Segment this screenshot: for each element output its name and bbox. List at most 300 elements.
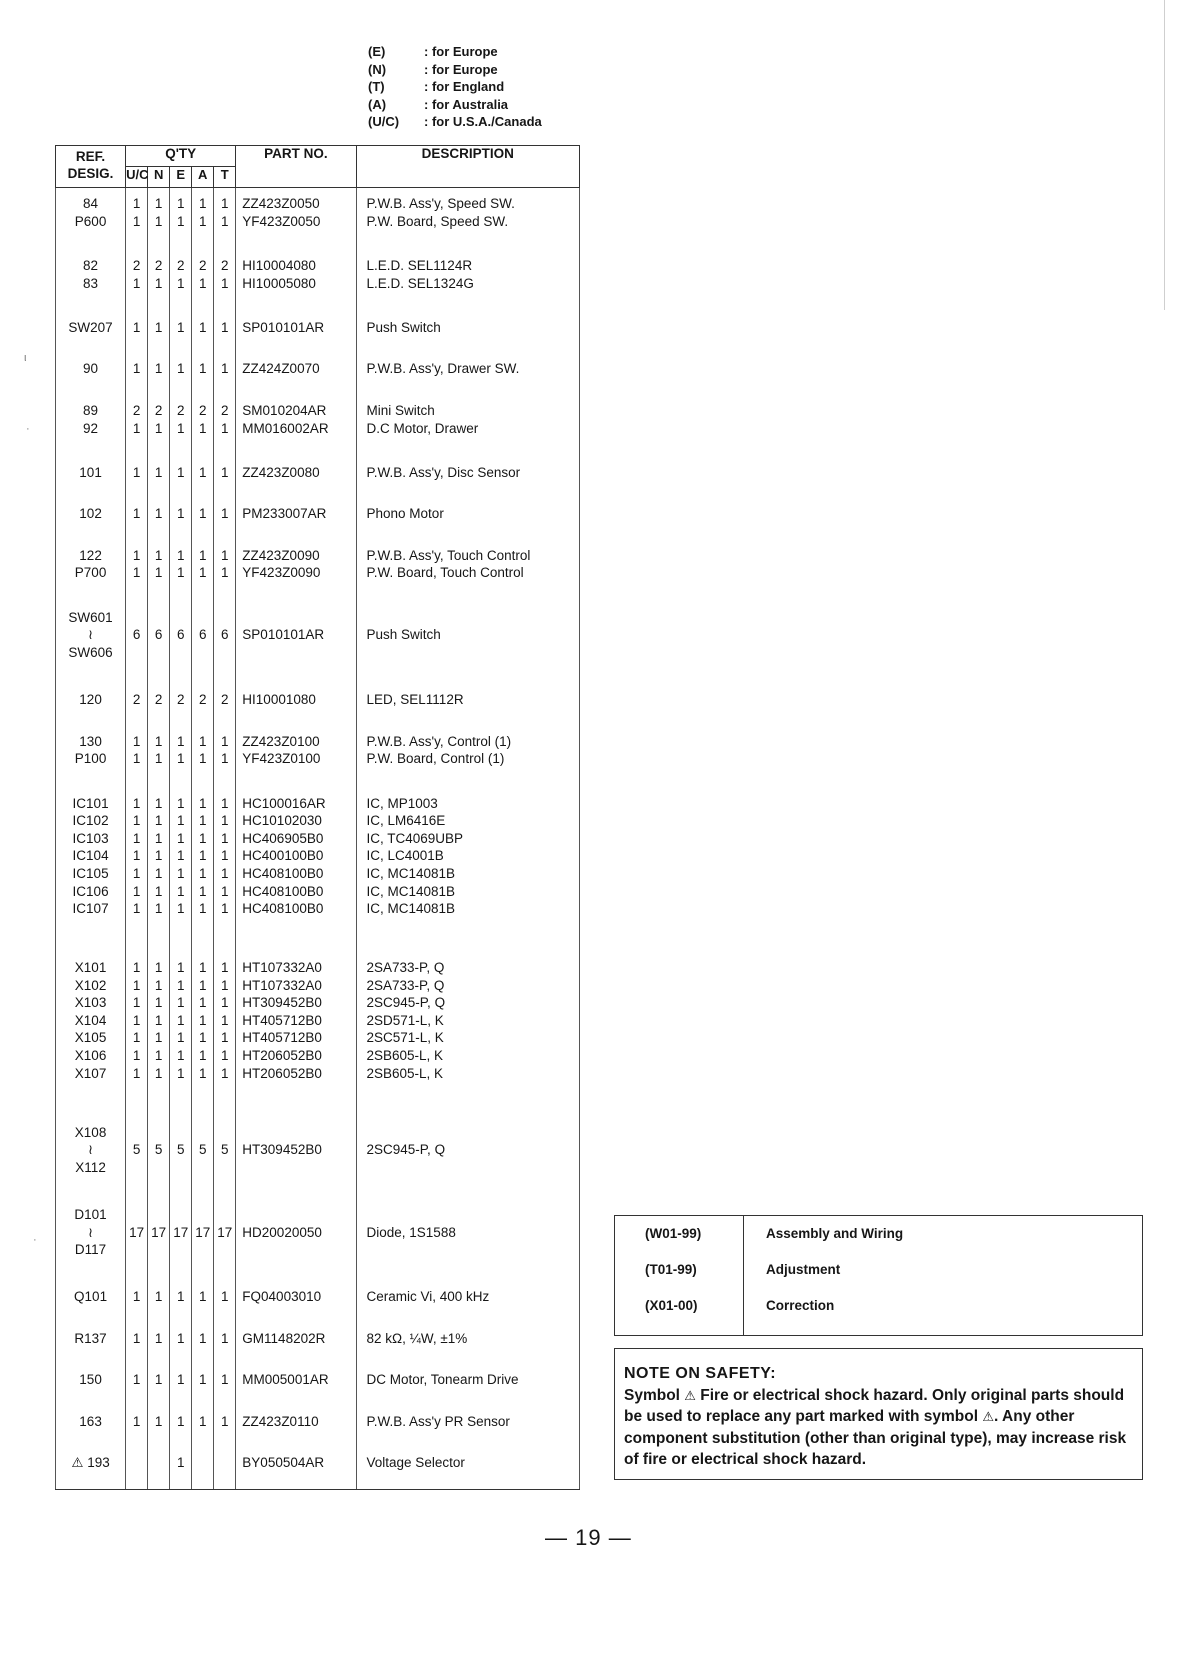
qty-value: 1 — [132, 1330, 141, 1346]
part-number: HC406905B0 — [242, 830, 324, 846]
qty-value: 1 — [221, 361, 229, 377]
part-number: BY050504AR — [242, 1455, 325, 1471]
qty-value: 1 — [132, 464, 141, 480]
qty-cell — [148, 726, 170, 788]
ref-desig: IC107 — [72, 901, 109, 917]
part-description: IC, TC4069UBP — [366, 830, 464, 846]
part-no-cell — [236, 1117, 356, 1199]
qty-cell — [170, 540, 192, 602]
part-description: L.E.D. SEL1124R — [366, 258, 473, 274]
legend-text: : for Europe — [424, 44, 498, 59]
qty-value: 1 — [154, 1030, 163, 1046]
part-description: L.E.D. SEL1324G — [366, 275, 474, 291]
qty-value: 1 — [221, 420, 229, 436]
qty-value — [214, 1159, 235, 1177]
qty-value: 1 — [198, 1030, 207, 1046]
qty-cell — [170, 1281, 192, 1322]
part-number: HD20020050 — [242, 1224, 322, 1240]
qty-value: 1 — [154, 1413, 163, 1429]
qty-value: 1 — [221, 1289, 229, 1305]
qty-value: 2 — [198, 402, 207, 418]
ref-desig-cell — [56, 395, 126, 457]
qty-value: 1 — [176, 196, 185, 211]
qty-cell — [148, 1117, 170, 1199]
qty-value: 1 — [176, 901, 185, 917]
qty-value: 2 — [132, 402, 141, 418]
ref-desig: 120 — [79, 692, 102, 708]
qty-value — [148, 1454, 169, 1472]
qty-cell — [192, 684, 214, 725]
qty-cell — [192, 188, 214, 251]
qty-value: 1 — [198, 565, 207, 581]
qty-cell — [126, 726, 148, 788]
ref-desig: Q101 — [74, 1289, 108, 1305]
qty-value: 1 — [176, 1330, 185, 1346]
ref-desig-cell — [56, 1364, 126, 1405]
qty-value — [214, 1124, 235, 1142]
qty-value — [192, 1159, 213, 1177]
margin-mark: · — [33, 1234, 37, 1246]
part-number: SM010204AR — [242, 402, 327, 418]
ref-desig: ⚠ 193 — [71, 1455, 110, 1471]
safety-title: NOTE ON SAFETY: — [624, 1365, 777, 1382]
qty-value: 1 — [132, 547, 141, 563]
ref-desig-header — [56, 146, 126, 188]
qty-value: 1 — [154, 320, 163, 335]
qty-cell — [192, 1281, 214, 1322]
parts-group-row — [56, 1323, 580, 1364]
ref-desig: 89 — [83, 402, 99, 418]
qty-value: 1 — [132, 196, 141, 211]
qty-value: 1 — [198, 275, 207, 291]
qty-cell — [126, 395, 148, 457]
qty-cell — [148, 788, 170, 952]
qty-cell — [126, 250, 148, 312]
qty-cell — [214, 1406, 236, 1447]
qty-value: 1 — [132, 1413, 141, 1429]
qty-value: 2 — [132, 692, 141, 708]
qty-cell — [126, 540, 148, 602]
part-number: MM005001AR — [242, 1372, 329, 1388]
qty-value: 1 — [154, 795, 163, 811]
qty-cell — [192, 602, 214, 684]
qty-value: 2 — [198, 692, 207, 708]
ref-desig: SW601 — [68, 609, 113, 625]
part-description: P.W.B. Ass'y, Disc Sensor — [366, 464, 521, 480]
meaning-column — [744, 1216, 1142, 1335]
qty-value: 1 — [132, 883, 141, 899]
qty-value: 1 — [132, 1065, 141, 1081]
qty-value: 1 — [154, 866, 163, 882]
ref-desig: ≀ — [88, 1142, 94, 1158]
description-cell — [356, 353, 579, 394]
revision-code: (X01-00) — [645, 1298, 698, 1313]
warning-triangle-icon: ⚠ — [684, 1387, 696, 1403]
qty-value: 1 — [132, 420, 141, 436]
qty-value: 1 — [221, 866, 229, 882]
qty-value: 1 — [176, 275, 185, 291]
qty-value: 1 — [154, 883, 163, 899]
qty-value: 1 — [176, 547, 185, 563]
parts-group-row — [56, 457, 580, 498]
qty-cell — [192, 395, 214, 457]
ref-desig: 101 — [79, 464, 102, 480]
qty-value: 1 — [176, 506, 185, 522]
qty-value: 1 — [154, 960, 163, 976]
ref-desig: X105 — [74, 1030, 107, 1046]
ref-desig-cell — [56, 1323, 126, 1364]
part-description: Diode, 1S1588 — [366, 1224, 456, 1240]
qty-value: 1 — [132, 901, 141, 917]
part-number: PM233007AR — [242, 506, 327, 522]
qty-value — [192, 1241, 213, 1259]
qty-value: 1 — [154, 830, 163, 846]
qty-value: 1 — [198, 848, 207, 864]
qty-value: 2 — [221, 258, 229, 274]
part-description: 2SC945-P, Q — [366, 1142, 446, 1158]
qty-cell — [170, 188, 192, 251]
ref-desig-cell — [56, 684, 126, 725]
legend-code: (U/C) — [368, 114, 400, 129]
part-number — [242, 644, 355, 662]
qty-value — [192, 1206, 213, 1224]
ref-desig: X104 — [74, 1012, 107, 1028]
part-description: 2SB605-L, K — [366, 1048, 444, 1064]
qty-value: 1 — [176, 830, 185, 846]
part-number: HT107332A0 — [242, 960, 322, 976]
part-description: 2SA733-P, Q — [366, 960, 445, 976]
qty-value: 1 — [176, 813, 185, 829]
qty-value: 1 — [176, 751, 185, 767]
qty-value: 1 — [154, 813, 163, 829]
qty-cell — [192, 1406, 214, 1447]
ref-desig: 163 — [79, 1413, 102, 1429]
safety-text — [624, 1385, 1132, 1471]
part-number: HT405712B0 — [242, 1012, 322, 1028]
qty-value: 1 — [221, 1372, 229, 1388]
qty-value: 2 — [176, 692, 185, 708]
qty-value: 1 — [154, 733, 163, 749]
qty-cell — [192, 457, 214, 498]
part-description: IC, MC14081B — [366, 901, 456, 917]
parts-group-row — [56, 540, 580, 602]
qty-cell — [192, 312, 214, 353]
ref-desig: 92 — [83, 420, 99, 436]
ref-desig: X107 — [74, 1065, 107, 1081]
qty-value: 2 — [154, 402, 163, 418]
part-no-cell — [236, 498, 356, 539]
parts-group-row — [56, 188, 580, 251]
qty-value: 1 — [176, 565, 185, 581]
qty-cell — [170, 1364, 192, 1405]
qty-value: 17 — [129, 1224, 145, 1240]
qty-value: 1 — [154, 1048, 163, 1064]
qty-cell — [170, 395, 192, 457]
qty-cell — [148, 457, 170, 498]
qty-value: 6 — [221, 627, 229, 643]
ref-desig: ≀ — [88, 627, 94, 643]
qty-value: 1 — [221, 464, 229, 480]
qty-value: 1 — [176, 213, 185, 229]
qty-value — [214, 1206, 235, 1224]
part-number: HT206052B0 — [242, 1048, 322, 1064]
qty-value: 1 — [198, 464, 207, 480]
qty-value: 1 — [132, 813, 141, 829]
description-cell — [356, 1117, 579, 1199]
part-number: SP010101AR — [242, 320, 325, 335]
empty-cell — [214, 1489, 236, 1490]
qty-cell — [192, 1447, 214, 1488]
qty-value — [126, 644, 147, 662]
page-edge-line — [1164, 0, 1165, 310]
part-no-cell — [236, 1364, 356, 1405]
revision-code-box — [614, 1215, 1143, 1336]
ref-desig: X102 — [74, 977, 107, 993]
qty-value: 1 — [154, 213, 163, 229]
description-cell — [356, 726, 579, 788]
qty-value: 1 — [221, 565, 229, 581]
qty-value: 1 — [176, 795, 185, 811]
qty-value — [148, 1124, 169, 1142]
ref-desig: X103 — [74, 995, 107, 1011]
legend-row — [368, 78, 542, 96]
legend-text: : for Europe — [424, 61, 498, 77]
qty-value: 1 — [132, 1289, 141, 1305]
qty-value: 1 — [198, 420, 207, 436]
qty-value: 1 — [198, 901, 207, 917]
part-description: DC Motor, Tonearm Drive — [366, 1372, 519, 1388]
part-description: 2SC945-P, Q — [366, 995, 446, 1011]
qty-value: 17 — [217, 1224, 233, 1240]
ref-desig-cell — [56, 1199, 126, 1281]
qty-cell — [170, 1323, 192, 1364]
qty-value — [126, 1159, 147, 1177]
qty-value: 1 — [221, 751, 229, 767]
part-number: HT309452B0 — [242, 995, 322, 1011]
qty-value — [126, 1206, 147, 1224]
qty-value: 1 — [154, 420, 163, 436]
part-description: IC, LC4001B — [366, 848, 444, 864]
qty-value: 1 — [176, 1289, 185, 1305]
ref-desig-cell — [56, 353, 126, 394]
qty-value: 17 — [173, 1224, 189, 1240]
part-number: HC408100B0 — [242, 883, 324, 899]
qty-value: 1 — [154, 196, 163, 211]
qty-cell — [192, 788, 214, 952]
qty-value: 1 — [132, 213, 141, 229]
ref-desig: 83 — [83, 275, 99, 291]
qty-value: 1 — [221, 995, 229, 1011]
qty-cell — [214, 1199, 236, 1281]
ref-desig: IC106 — [72, 883, 109, 899]
qty-cell — [214, 1323, 236, 1364]
part-no-cell — [236, 952, 356, 1116]
part-number: YF423Z0090 — [242, 565, 321, 581]
qty-cell — [126, 1281, 148, 1322]
qty-cell — [148, 312, 170, 353]
warning-triangle-icon: ⚠ — [982, 1409, 994, 1424]
table-filler-row — [56, 1489, 580, 1490]
part-number: ZZ423Z0090 — [242, 547, 320, 563]
qty-cell — [126, 498, 148, 539]
part-description: Ceramic Vi, 400 kHz — [366, 1289, 490, 1305]
ref-desig: X112 — [75, 1159, 106, 1175]
qty-cell — [148, 353, 170, 394]
qty-value: 1 — [198, 751, 207, 767]
qty-value: 2 — [132, 258, 141, 274]
qty-value: 1 — [198, 506, 207, 522]
qty-cell — [126, 1323, 148, 1364]
part-number: ZZ423Z0080 — [242, 464, 320, 480]
description-cell — [356, 1447, 579, 1488]
qty-value: 1 — [198, 813, 207, 829]
page-number: — 19 — — [545, 1525, 632, 1550]
part-number: ZZ424Z0070 — [242, 361, 320, 377]
qty-value: 1 — [221, 196, 229, 211]
part-number: YF423Z0100 — [242, 751, 321, 767]
part-number: FQ04003010 — [242, 1289, 322, 1305]
description-cell — [356, 1281, 579, 1322]
qty-value: 6 — [176, 627, 185, 643]
part-number — [242, 1159, 355, 1177]
legend-row — [368, 113, 542, 131]
part-no-cell — [236, 1323, 356, 1364]
ref-desig-cell — [56, 1117, 126, 1199]
parts-group-row — [56, 498, 580, 539]
qty-cell — [126, 1406, 148, 1447]
qty-cell — [148, 684, 170, 725]
qty-value: 1 — [198, 733, 207, 749]
qty-value: 1 — [221, 275, 229, 291]
qty-cell — [170, 250, 192, 312]
qty-cell — [148, 1199, 170, 1281]
qty-cell — [170, 602, 192, 684]
ref-desig-cell — [56, 1447, 126, 1488]
qty-value — [214, 609, 235, 627]
qty-header: Q'TY — [126, 146, 236, 167]
qty-value: 1 — [132, 1372, 141, 1388]
ref-desig-cell — [56, 540, 126, 602]
margin-mark: · — [26, 423, 30, 435]
qty-value — [148, 609, 169, 627]
qty-value: 1 — [132, 960, 141, 976]
qty-value: 1 — [198, 960, 207, 976]
qty-cell — [214, 1447, 236, 1488]
qty-value: 1 — [132, 733, 141, 749]
qty-value: 1 — [176, 1030, 185, 1046]
qty-value: 1 — [198, 361, 207, 377]
part-no-cell — [236, 457, 356, 498]
qty-value: 1 — [154, 977, 163, 993]
part-description: Mini Switch — [366, 402, 435, 418]
qty-cell — [192, 540, 214, 602]
qty-value: 1 — [221, 901, 229, 917]
qty-value: 1 — [198, 1413, 207, 1429]
parts-group-row — [56, 250, 580, 312]
qty-value: 1 — [132, 361, 141, 377]
qty-value: 1 — [221, 960, 229, 976]
qty-value — [148, 1159, 169, 1177]
part-description: 2SC571-L, K — [366, 1030, 444, 1046]
part-number: ZZ423Z0100 — [242, 733, 320, 749]
safety-text-part: Symbol — [624, 1386, 680, 1404]
qty-value: 2 — [154, 692, 163, 708]
part-no-cell — [236, 1447, 356, 1488]
ref-desig: SW606 — [68, 644, 113, 660]
qty-cell — [126, 1364, 148, 1405]
part-number: HI10001080 — [242, 692, 316, 708]
qty-cell — [214, 540, 236, 602]
ref-desig: D101 — [74, 1207, 107, 1223]
qty-cell — [170, 1117, 192, 1199]
qty-value: 1 — [198, 320, 207, 335]
qty-value: 1 — [154, 1012, 163, 1028]
part-description: Push Switch — [366, 320, 441, 335]
qty-value — [214, 644, 235, 662]
qty-value — [192, 609, 213, 627]
qty-value: 1 — [198, 1012, 207, 1028]
part-description: P.W. Board, Control (1) — [366, 751, 505, 767]
qty-cell — [214, 684, 236, 725]
description-cell — [356, 540, 579, 602]
ref-desig: 122 — [79, 547, 102, 563]
qty-cell — [192, 726, 214, 788]
qty-value: 1 — [176, 1413, 185, 1429]
part-description: Phono Motor — [366, 506, 444, 522]
qty-value: 1 — [132, 565, 141, 581]
description-cell — [356, 1323, 579, 1364]
qty-cell — [148, 188, 170, 251]
ref-desig-cell — [56, 250, 126, 312]
part-no-cell — [236, 188, 356, 251]
qty-value: 1 — [221, 848, 229, 864]
qty-value: 1 — [132, 275, 141, 291]
part-no-cell — [236, 1281, 356, 1322]
revision-meaning: Correction — [766, 1298, 835, 1313]
qty-value: 17 — [195, 1224, 211, 1240]
qty-value — [170, 1206, 191, 1224]
empty-cell — [56, 1489, 126, 1490]
qty-value: 1 — [176, 320, 185, 335]
qty-cell — [126, 1117, 148, 1199]
qty-cell — [148, 498, 170, 539]
qty-value: 1 — [221, 1012, 229, 1028]
legend-code: (A) — [368, 96, 387, 112]
qty-value: 1 — [198, 547, 207, 563]
empty-cell — [356, 1489, 579, 1490]
ref-desig: D117 — [74, 1242, 107, 1258]
qty-value: 1 — [198, 1289, 207, 1305]
qty-value: 1 — [221, 977, 229, 993]
qty-value: 1 — [154, 751, 163, 767]
qty-value: 5 — [176, 1142, 185, 1158]
qty-value: 1 — [176, 1048, 185, 1064]
qty-cell — [170, 684, 192, 725]
qty-value — [126, 1241, 147, 1259]
part-no-cell — [236, 395, 356, 457]
ref-desig: 130 — [79, 733, 102, 749]
qty-value: 1 — [221, 830, 229, 846]
part-number: HC100016AR — [242, 795, 326, 811]
ref-desig-cell — [56, 1406, 126, 1447]
parts-group-row — [56, 602, 580, 684]
description-cell — [356, 395, 579, 457]
qty-value: 1 — [176, 420, 185, 436]
qty-value: 1 — [154, 506, 163, 522]
qty-value: 1 — [176, 1372, 185, 1388]
qty-cell — [214, 353, 236, 394]
qty-cell — [214, 1364, 236, 1405]
